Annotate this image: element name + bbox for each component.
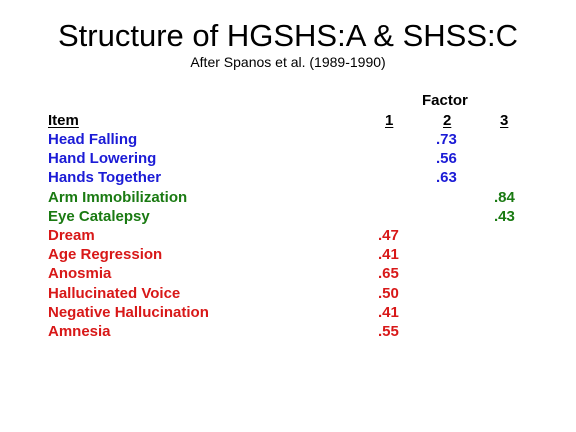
- table-row: [0, 189, 576, 208]
- header-factor-3: 3: [500, 112, 509, 129]
- table-row: [0, 150, 576, 169]
- table-row: [0, 304, 576, 323]
- item-name: Hand Lowering: [48, 150, 157, 168]
- table-row: [0, 285, 576, 304]
- item-name: Hands Together: [48, 169, 162, 187]
- factor-2-loading: .63: [436, 169, 457, 187]
- slide-title: Structure of HGSHS:A & SHSS:C: [58, 18, 518, 53]
- factor-1-loading: .55: [378, 323, 399, 340]
- table-row: [0, 227, 576, 246]
- factor-2-loading: .73: [436, 131, 457, 148]
- item-name: Eye Catalepsy: [48, 207, 150, 225]
- header-factor-1: 1: [385, 112, 394, 129]
- slide-subtitle: After Spanos et al. (1989-1990): [190, 54, 386, 70]
- table-row: [0, 169, 576, 188]
- item-name: Head Falling: [48, 131, 138, 148]
- item-name: Arm Immobilization: [48, 188, 188, 206]
- item-name: Hallucinated Voice: [48, 284, 181, 302]
- factor-1-loading: .47: [378, 227, 399, 244]
- item-name: Negative Hallucination: [48, 303, 209, 321]
- table-row: [0, 323, 576, 342]
- item-name: Amnesia: [48, 323, 111, 340]
- factor-heading: Factor: [422, 92, 468, 109]
- table-row: [0, 246, 576, 265]
- factor-1-loading: .41: [378, 246, 399, 264]
- table-row: [0, 265, 576, 284]
- table-row: [0, 208, 576, 227]
- factor-1-loading: .65: [378, 265, 399, 283]
- factor-1-loading: .50: [378, 284, 399, 302]
- factor-2-loading: .56: [436, 150, 457, 168]
- factor-3-loading: .84: [494, 188, 515, 206]
- table-row: [0, 131, 576, 150]
- header-factor-2: 2: [443, 112, 452, 129]
- factor-3-loading: .43: [494, 207, 515, 225]
- item-name: Anosmia: [48, 265, 112, 283]
- header-item: Item: [48, 112, 79, 129]
- factor-1-loading: .41: [378, 303, 399, 321]
- item-name: Age Regression: [48, 246, 163, 264]
- item-name: Dream: [48, 227, 95, 244]
